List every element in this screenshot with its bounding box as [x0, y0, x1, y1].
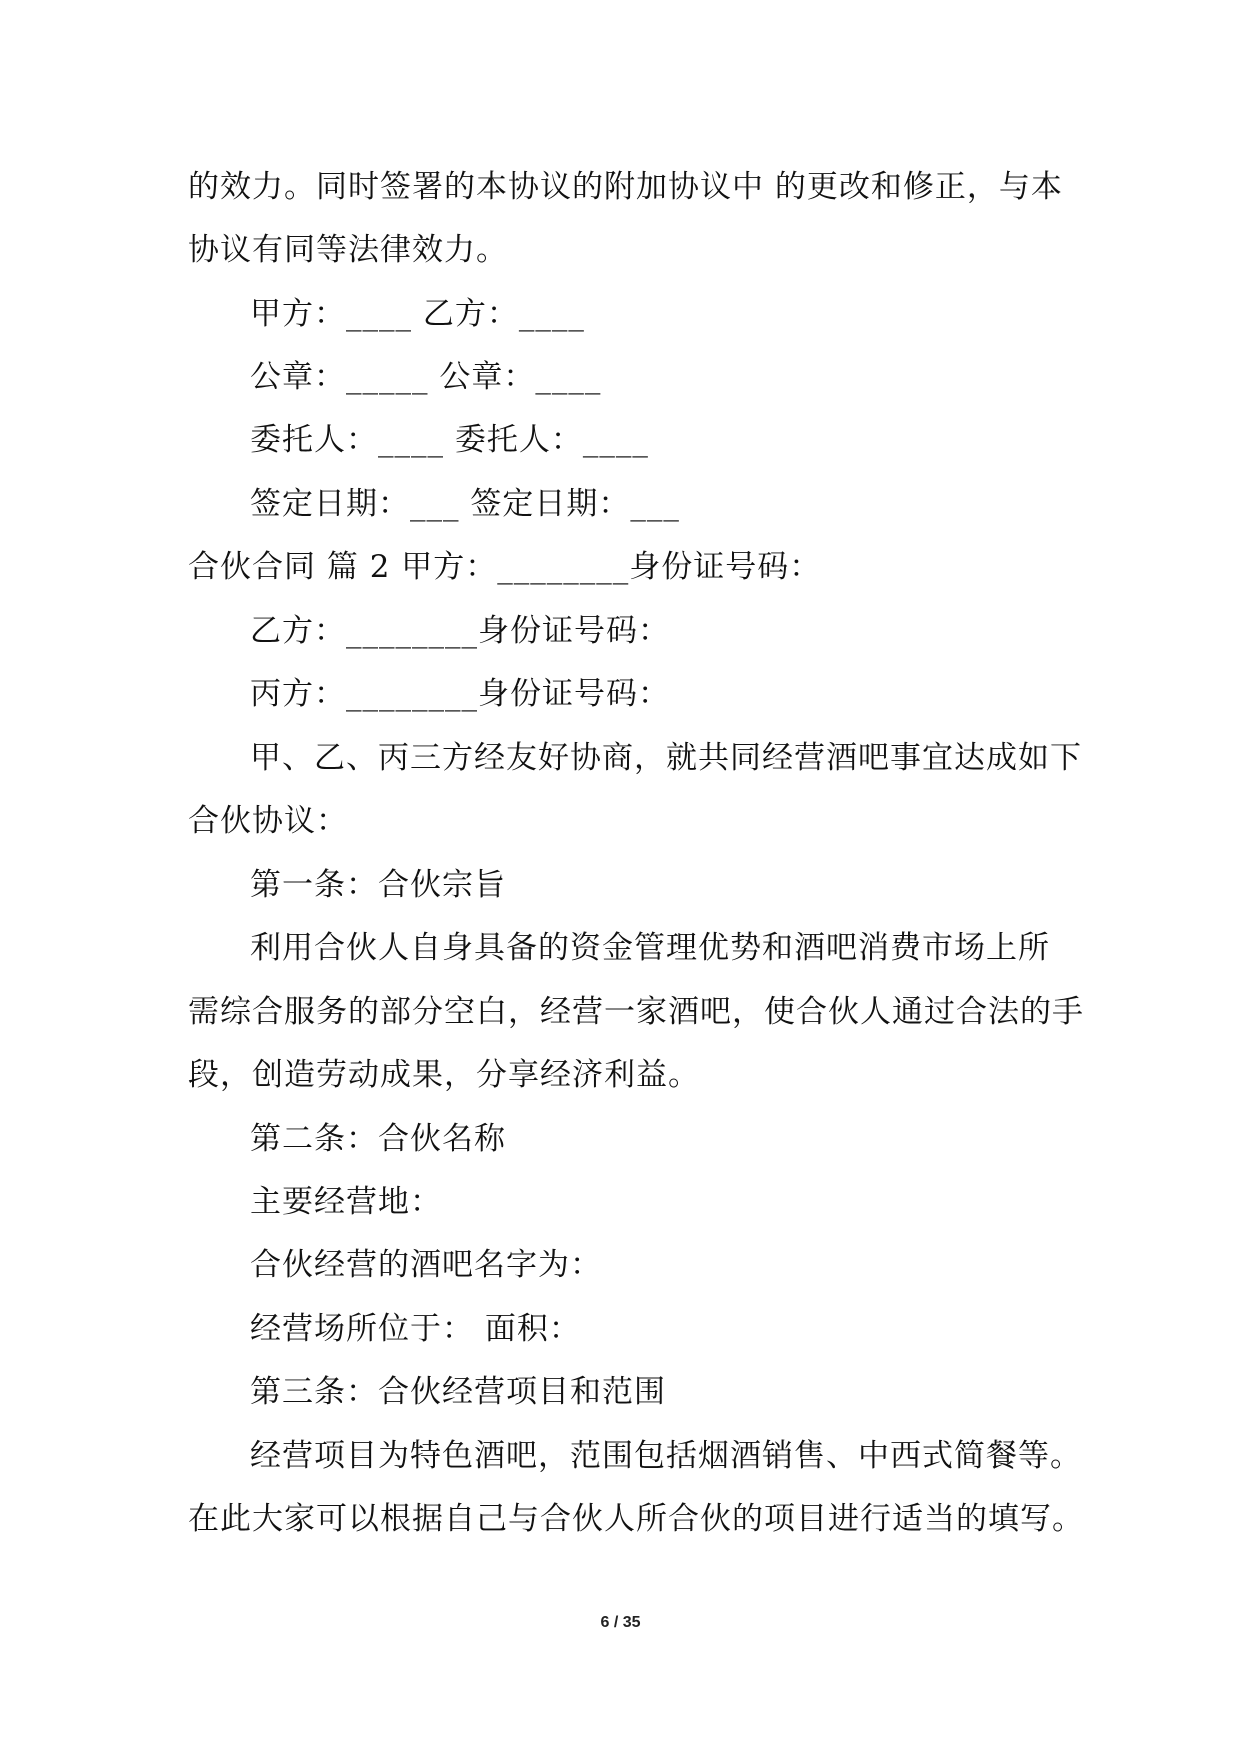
party-line: 乙方：________身份证号码：	[250, 613, 670, 649]
paragraph-line: 在此大家可以根据自己与合伙人所合伙的项目进行适当的填写。	[188, 1501, 1084, 1537]
article-heading: 第二条：合伙名称	[250, 1121, 506, 1157]
article-heading: 第一条：合伙宗旨	[250, 867, 506, 903]
paragraph-line: 经营项目为特色酒吧，范围包括烟酒销售、中西式简餐等。	[250, 1438, 1082, 1474]
paragraph-line: 段，创造劳动成果，分享经济利益。	[188, 1057, 700, 1093]
party-line: 丙方：________身份证号码：	[250, 676, 670, 712]
paragraph-line: 合伙经营的酒吧名字为：	[250, 1247, 602, 1283]
paragraph-line: 需综合服务的部分空白，经营一家酒吧，使合伙人通过合法的手	[188, 994, 1084, 1030]
paragraph-line: 经营场所位于： 面积：	[250, 1311, 581, 1347]
article-heading: 第三条：合伙经营项目和范围	[250, 1374, 666, 1410]
page-number: 6 / 35	[600, 1614, 641, 1631]
signature-line: 公章：_____ 公章：____	[250, 359, 602, 395]
signature-line: 甲方：____ 乙方：____	[250, 296, 585, 332]
signature-line: 委托人：____ 委托人：____	[250, 422, 649, 458]
signature-line: 签定日期：___ 签定日期：___	[250, 486, 680, 522]
paragraph-line: 利用合伙人自身具备的资金管理优势和酒吧消费市场上所	[250, 930, 1050, 966]
paragraph-line: 协议有同等法律效力。	[188, 232, 508, 268]
paragraph-line: 甲、乙、丙三方经友好协商，就共同经营酒吧事宜达成如下	[250, 740, 1082, 776]
paragraph-line: 主要经营地：	[250, 1184, 442, 1220]
paragraph-line: 的效力。同时签署的本协议的附加协议中 的更改和修正，与本	[188, 169, 1063, 205]
paragraph-line: 合伙协议：	[188, 803, 348, 839]
section-heading-line: 合伙合同 篇 2 甲方：________身份证号码：	[188, 549, 822, 585]
